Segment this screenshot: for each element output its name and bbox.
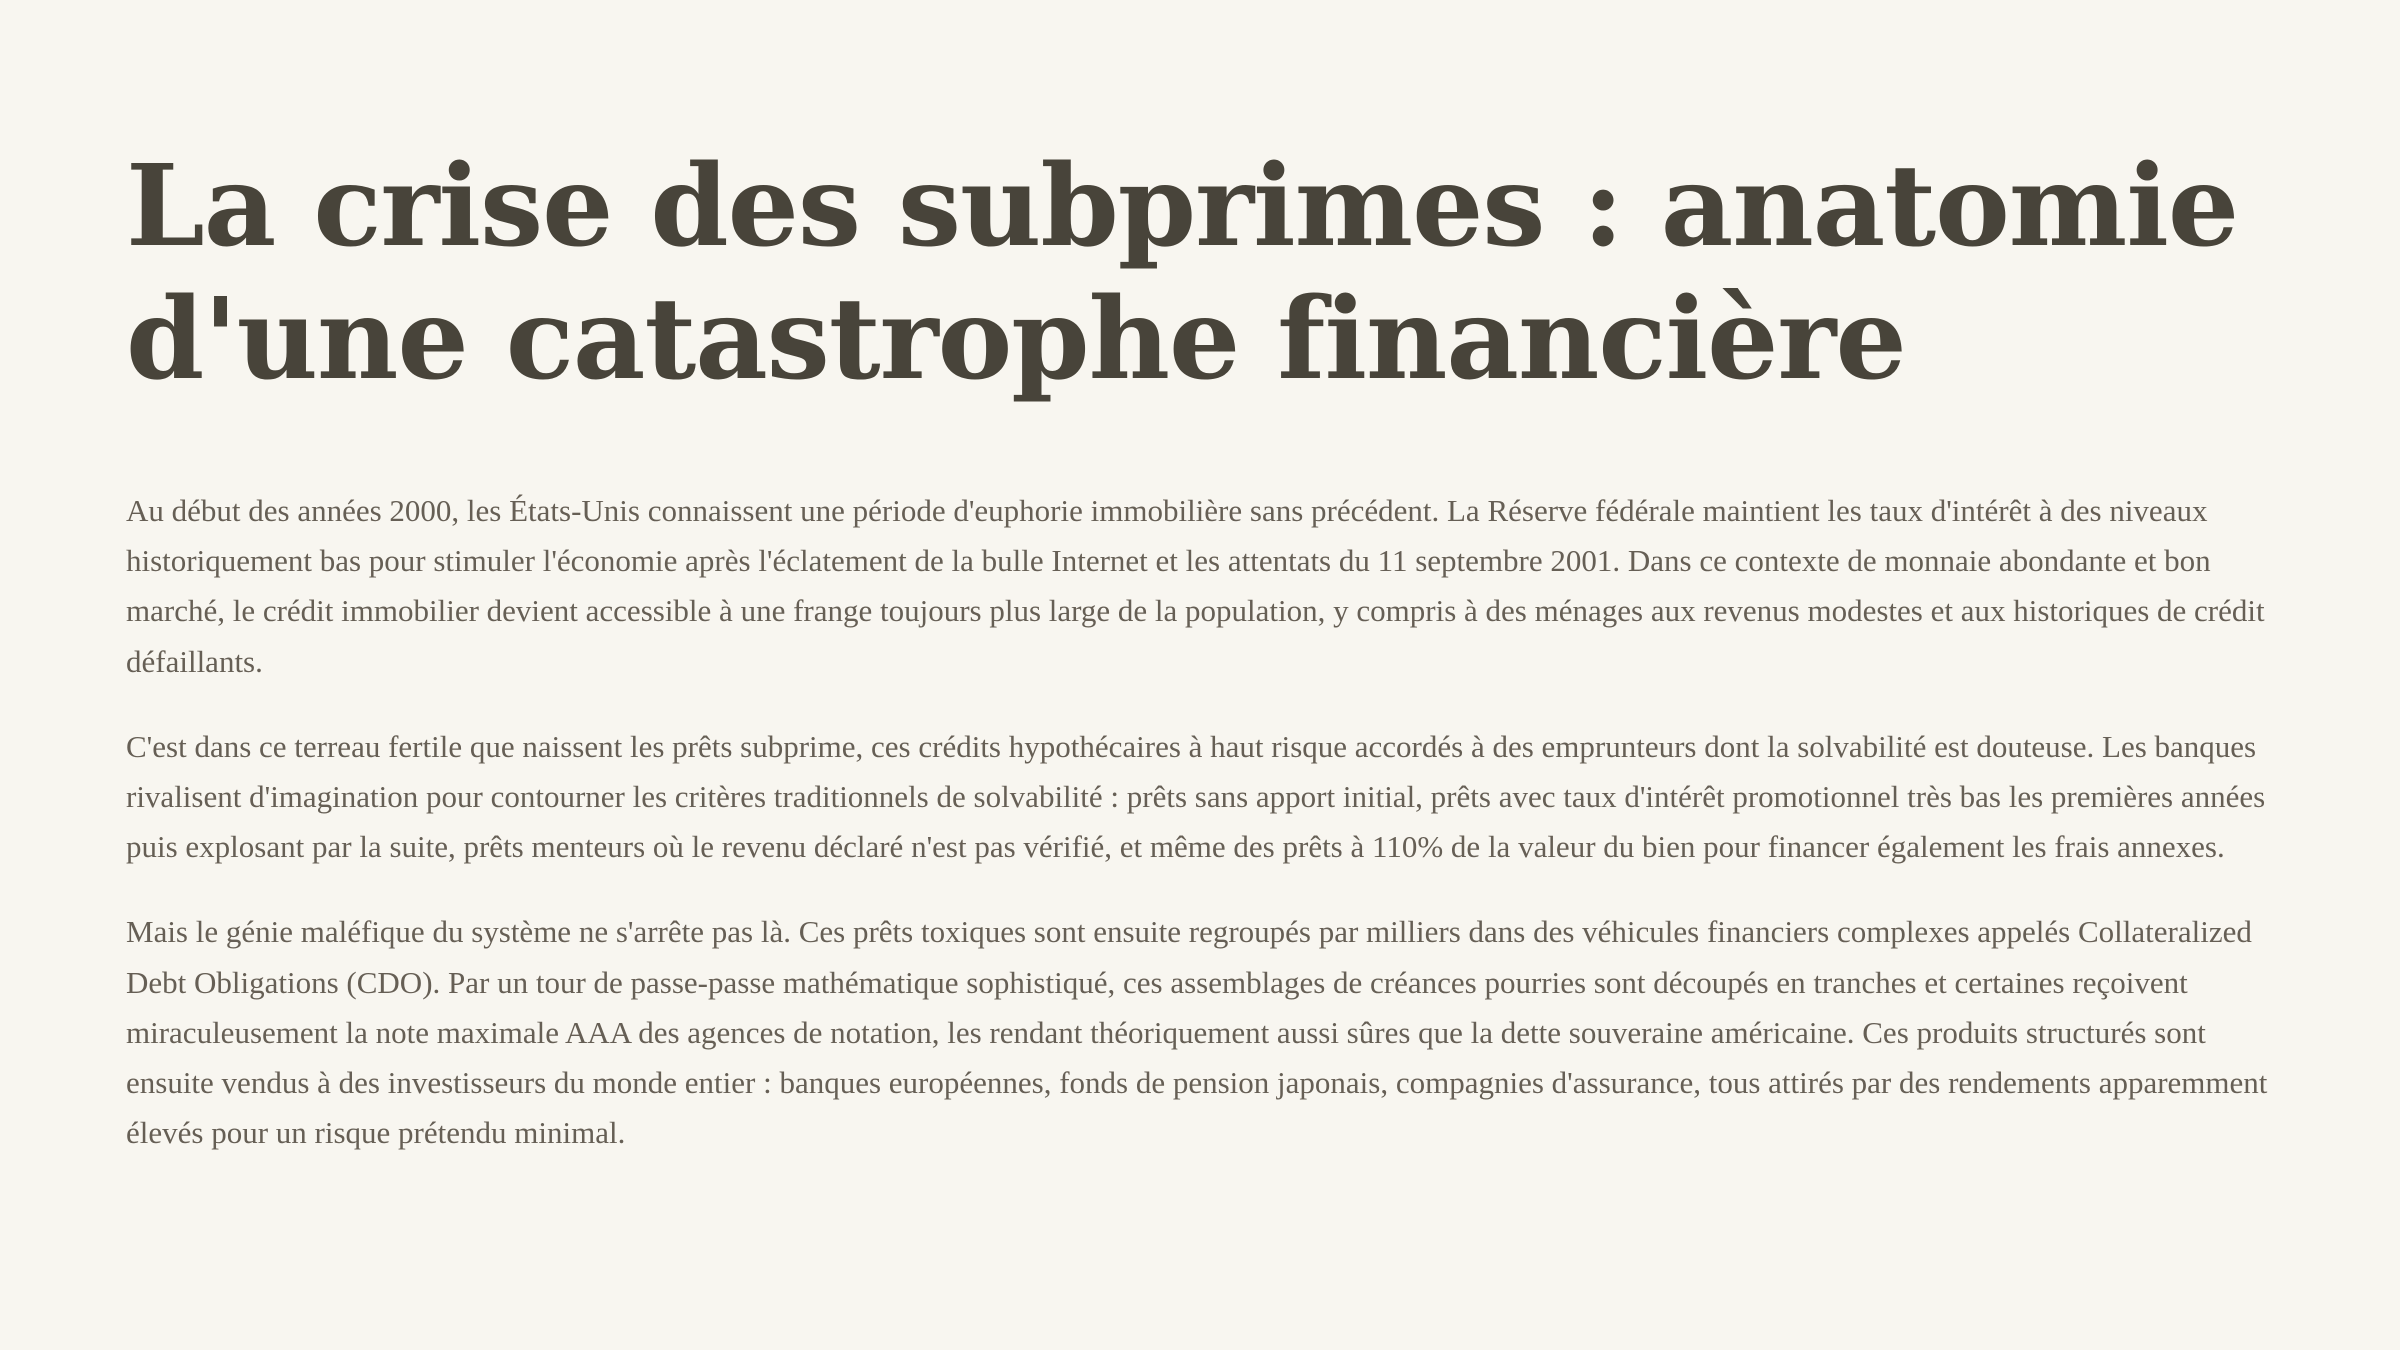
article-paragraph-3: Mais le génie maléfique du système ne s'arrête pas là. Ces prêts toxiques sont ensuite regroupés par milliers dans des véhicules financiers complexes appelés Collateralized Debt Obligations (CDO). Par un tour de passe-passe mathématique sophistiqué, ces assemblages de créances pourries sont découpés en tranches et certaines reçoivent miraculeusement la note maximale AAA des agences de notation, les rendant théoriquement aussi sûres que la dette souveraine américaine. Ces produits structurés sont ensuite vendus à des investisseurs du monde entier : banques européennes, fonds de pension japonais, compagnies d'assurance, tous attirés par des rendements apparemment élevés pour un risque prétendu minimal. [126, 914, 2268, 1151]
article-body [126, 486, 2286, 1158]
article [126, 140, 2286, 1193]
article-title: La crise des subprimes : anatomie d'une catastrophe financière [126, 141, 2239, 405]
article-paragraph-2: C'est dans ce terreau fertile que naissent les prêts subprime, ces crédits hypothécaires à haut risque accordés à des emprunteurs dont la solvabilité est douteuse. Les banques rivalisent d'imagination pour contourner les critères traditionnels de solvabilité : prêts sans apport initial, prêts avec taux d'intérêt promotionnel très bas les premières années puis explosant par la suite, prêts menteurs où le revenu déclaré n'est pas vérifié, et même des prêts à 110% de la valeur du bien pour financer également les frais annexes. [126, 728, 2266, 865]
article-paragraph-1: Au début des années 2000, les États-Unis connaissent une période d'euphorie immobilière sans précédent. La Réserve fédérale maintient les taux d'intérêt à des niveaux historiquement bas pour stimuler l'économie après l'éclatement de la bulle Internet et les attentats du 11 septembre 2001. Dans ce contexte de monnaie abondante et bon marché, le crédit immobilier devient accessible à une frange toujours plus large de la population, y compris à des ménages aux revenus modestes et aux historiques de crédit défaillants. [126, 493, 2265, 679]
